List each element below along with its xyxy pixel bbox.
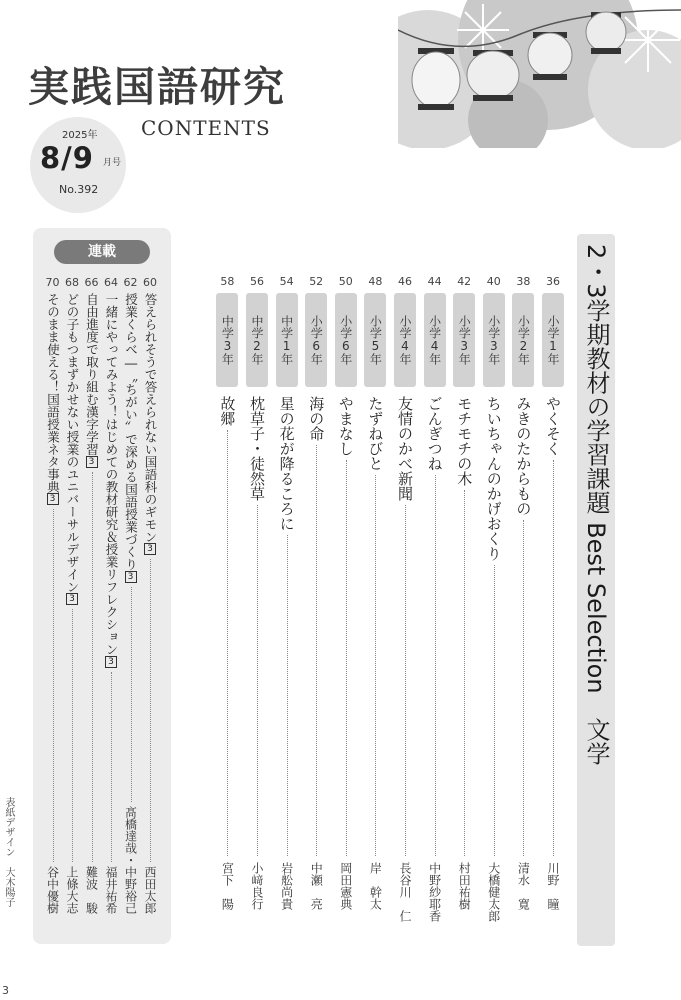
issue-month-suffix: 月号 xyxy=(103,158,122,168)
article-author: 村田祐樹 xyxy=(457,862,472,910)
article-author: 宮下 陽 xyxy=(220,862,235,910)
leader-dots xyxy=(523,520,525,856)
article-author: 長谷川 仁 xyxy=(398,862,412,922)
serial-page-number: 66 xyxy=(84,276,99,289)
grade-tag: 小学4年 xyxy=(424,293,446,387)
serial-installment-number: 3 xyxy=(125,571,136,582)
serial-installment-number: 3 xyxy=(145,544,155,554)
leader-dots xyxy=(316,445,318,856)
article-page-number: 46 xyxy=(398,275,412,288)
grade-tag: 小学6年 xyxy=(305,293,327,387)
serial-author: 福井祐希 xyxy=(104,866,118,914)
contents-label: CONTENTS xyxy=(141,116,271,140)
article-page-number: 54 xyxy=(279,275,294,288)
serial-title: 授業くらべ―〝ちがい〟で深める国語授業づくり3 xyxy=(123,293,139,582)
leader-dots xyxy=(287,535,289,856)
leader-dots xyxy=(375,475,377,856)
article-author: 中野紗耶香 xyxy=(427,862,442,922)
article-author: 岡田憲典 xyxy=(338,862,353,910)
page-number: 3 xyxy=(2,984,9,997)
journal-title: 実践国語研究 xyxy=(28,63,286,111)
article-author: 清水 寛 xyxy=(516,862,531,910)
leader-dots xyxy=(494,565,496,856)
article-page-number: 58 xyxy=(220,275,235,288)
article-page-number: 38 xyxy=(516,275,531,288)
leader-dots xyxy=(227,430,229,856)
grade-tag: 小学6年 xyxy=(335,293,357,387)
leader-dots xyxy=(553,460,555,856)
grade-tag: 中学3年 xyxy=(216,293,238,387)
serial-author: 難波 駿 xyxy=(84,866,99,914)
article-title: 海の命 xyxy=(307,396,326,441)
serial-title: どの子もつまずかせない授業のユニバーサルデザイン3 xyxy=(65,293,80,604)
serial-title: 一緒にやってみよう！はじめての教材研究＆授業リフレクション3 xyxy=(104,293,119,667)
serial-page-number: 68 xyxy=(65,276,79,289)
issue-number: No.392 xyxy=(59,183,99,196)
serial-author: 谷中優樹 xyxy=(45,866,60,914)
article-title: ごんぎつね xyxy=(425,396,444,471)
article-title: やまなし xyxy=(336,396,355,456)
issue-month: 8/9 xyxy=(40,141,94,175)
article-author: 大橋健太郎 xyxy=(486,862,501,922)
article-page-number: 42 xyxy=(457,275,472,288)
serial-installment-number: 3 xyxy=(86,456,97,467)
article-page-number: 40 xyxy=(486,275,501,288)
article-title: モチモチの木 xyxy=(455,396,474,486)
serial-page-number: 60 xyxy=(143,276,157,289)
serial-header: 連載 xyxy=(54,240,150,264)
article-page-number: 52 xyxy=(309,275,324,288)
article-title: やくそく xyxy=(544,396,562,456)
serial-author: 上條大志 xyxy=(65,866,79,914)
serial-title: 答えられそうで答えられない国語科のギモン3 xyxy=(143,293,158,554)
serial-page-number: 62 xyxy=(123,276,138,289)
article-author: 小﨑良行 xyxy=(250,862,264,910)
serial-installment-number: 3 xyxy=(47,494,58,504)
grade-tag: 小学3年 xyxy=(483,293,505,387)
leader-dots xyxy=(405,505,407,856)
leader-dots xyxy=(72,609,74,862)
article-title: 故郷 xyxy=(218,396,237,426)
leader-dots xyxy=(464,490,466,856)
article-author: 中瀬 亮 xyxy=(309,862,324,910)
grade-tag: 小学4年 xyxy=(394,293,416,387)
article-page-number: 50 xyxy=(338,275,353,288)
grade-tag: 小学3年 xyxy=(453,293,475,387)
leader-dots xyxy=(53,509,55,862)
leader-dots xyxy=(111,672,113,862)
article-page-number: 44 xyxy=(427,275,442,288)
leader-dots xyxy=(92,472,94,862)
serial-title: そのまま使える！国語授業ネタ事典3 xyxy=(45,293,61,504)
serial-title: 自由進度で取り組む漢字学習3 xyxy=(84,293,100,467)
leader-dots xyxy=(150,559,152,862)
article-author: 岩舩尚貴 xyxy=(279,862,294,910)
cover-design-credit: 表紙デザイン 大木陽子 xyxy=(3,797,14,907)
issue-year: 2025年 xyxy=(62,130,98,141)
leader-dots xyxy=(257,505,259,856)
serial-author: 髙橋達哉・中野裕己 xyxy=(123,806,138,914)
article-title: 友情のかべ新聞 xyxy=(396,396,414,501)
article-title: 星の花が降るころに xyxy=(277,396,296,531)
serial-installment-number: 3 xyxy=(67,594,77,604)
article-title: みきのたからもの xyxy=(514,396,533,516)
lantern-illustration xyxy=(398,0,681,148)
grade-tag: 小学5年 xyxy=(364,293,386,387)
grade-tag: 小学1年 xyxy=(542,293,564,387)
article-page-number: 36 xyxy=(546,275,560,288)
serial-installment-number: 3 xyxy=(106,656,116,667)
grade-tag: 小学2年 xyxy=(512,293,534,387)
leader-dots xyxy=(131,587,133,802)
serial-page-number: 70 xyxy=(45,276,60,289)
article-author: 川野 瞳 xyxy=(546,862,560,910)
article-title: 枕草子・徒然草 xyxy=(248,396,266,501)
article-title: たずねびと xyxy=(366,396,385,471)
grade-tag: 中学1年 xyxy=(276,293,298,387)
leader-dots xyxy=(435,475,437,856)
serial-page-number: 64 xyxy=(104,276,118,289)
article-title: ちいちゃんのかげおくり xyxy=(484,396,503,561)
article-page-number: 56 xyxy=(250,275,264,288)
article-page-number: 48 xyxy=(368,275,383,288)
article-author: 岸 幹太 xyxy=(368,862,383,910)
leader-dots xyxy=(346,460,348,856)
serial-author: 西田太郎 xyxy=(143,866,157,914)
grade-tag: 中学2年 xyxy=(246,293,268,387)
feature-title: 2・3学期教材の学習課題 Best Selection 文学 xyxy=(582,244,610,766)
